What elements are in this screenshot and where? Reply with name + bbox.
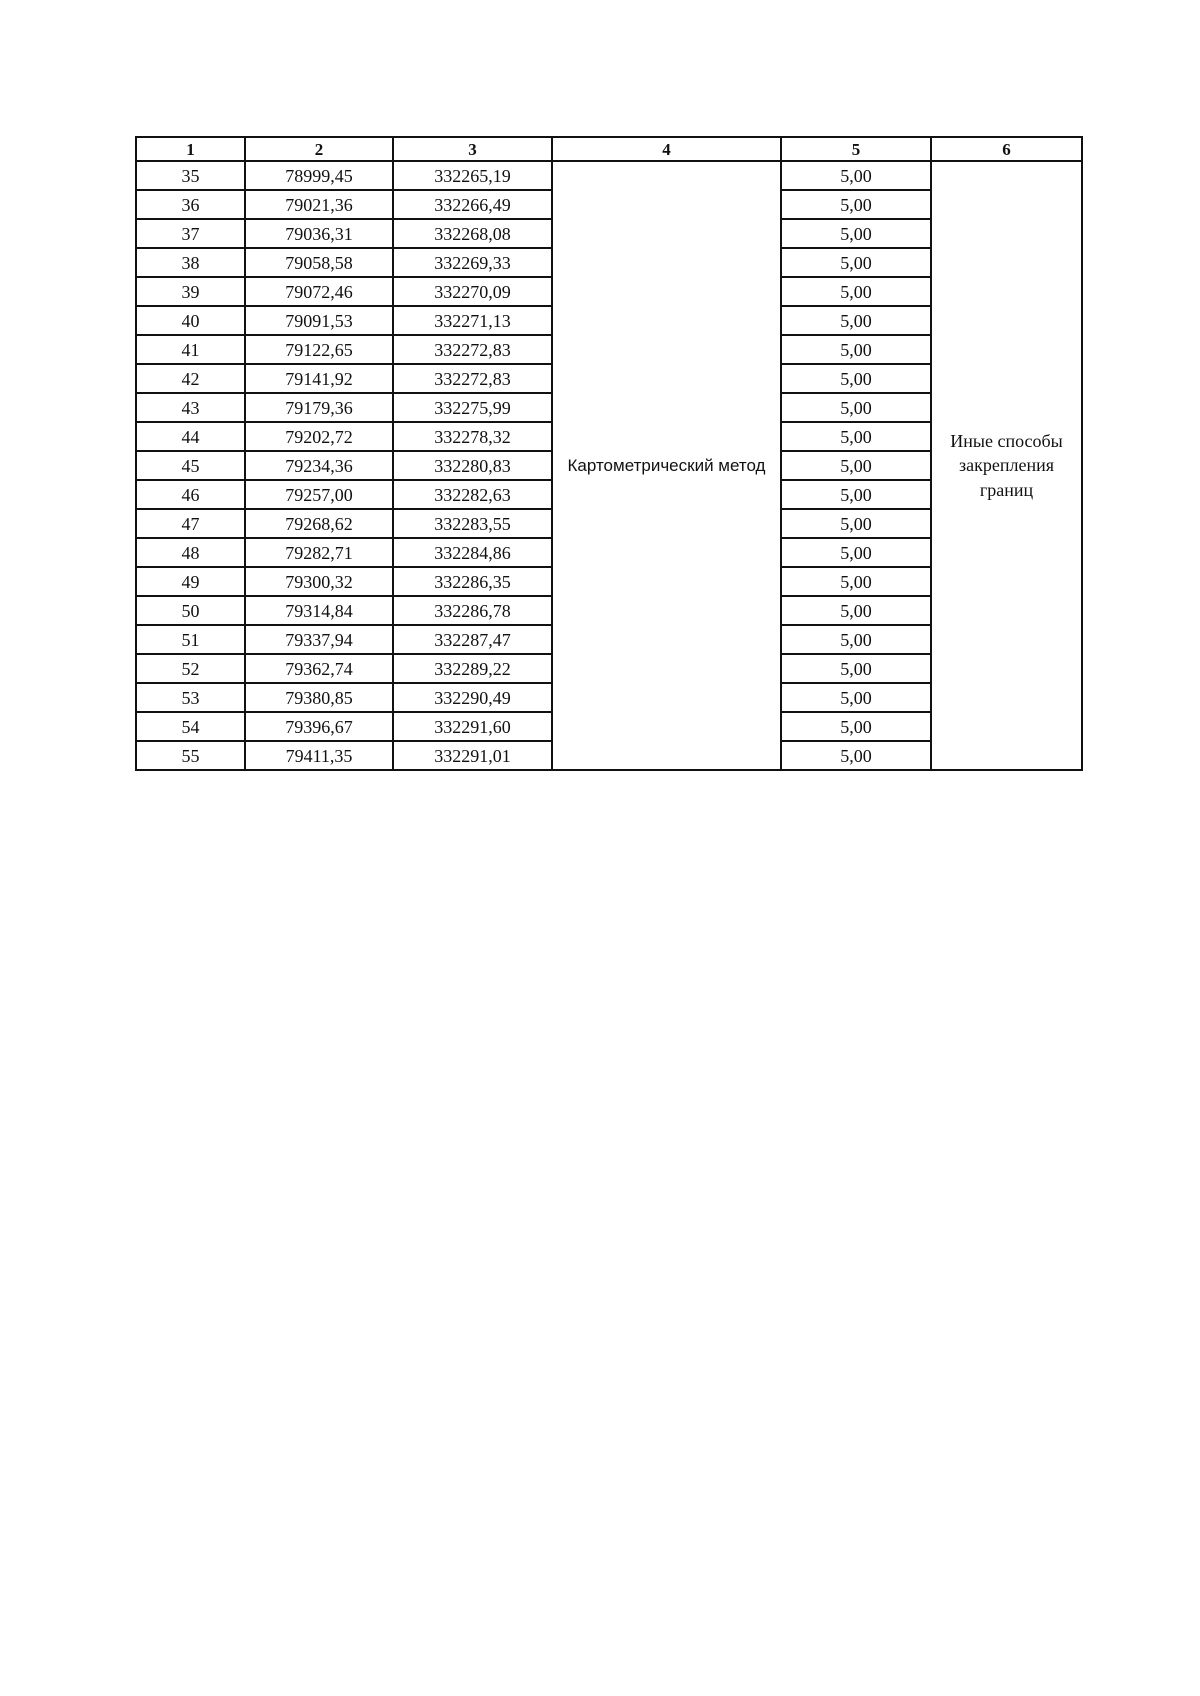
y-coordinate-cell: 332291,60 bbox=[393, 712, 552, 741]
x-coordinate-cell: 79058,58 bbox=[245, 248, 393, 277]
x-coordinate-cell: 79202,72 bbox=[245, 422, 393, 451]
x-coordinate-cell: 79021,36 bbox=[245, 190, 393, 219]
fixing-method-cell bbox=[931, 161, 1082, 770]
y-coordinate-cell: 332283,55 bbox=[393, 509, 552, 538]
y-coordinate-cell: 332265,19 bbox=[393, 161, 552, 190]
x-coordinate-cell: 79036,31 bbox=[245, 219, 393, 248]
y-coordinate-cell: 332284,86 bbox=[393, 538, 552, 567]
y-coordinate-cell: 332272,83 bbox=[393, 364, 552, 393]
point-number-cell: 39 bbox=[136, 277, 245, 306]
fixing-method-line: границ bbox=[979, 479, 1034, 500]
accuracy-cell: 5,00 bbox=[781, 683, 931, 712]
header-col-2: 2 bbox=[245, 137, 393, 161]
y-coordinate-cell: 332266,49 bbox=[393, 190, 552, 219]
accuracy-cell: 5,00 bbox=[781, 364, 931, 393]
point-number-cell: 47 bbox=[136, 509, 245, 538]
x-coordinate-cell: 79380,85 bbox=[245, 683, 393, 712]
y-coordinate-cell: 332291,01 bbox=[393, 741, 552, 770]
point-number-cell: 38 bbox=[136, 248, 245, 277]
accuracy-cell: 5,00 bbox=[781, 538, 931, 567]
y-coordinate-cell: 332282,63 bbox=[393, 480, 552, 509]
y-coordinate-cell: 332268,08 bbox=[393, 219, 552, 248]
point-number-cell: 49 bbox=[136, 567, 245, 596]
header-row bbox=[136, 137, 1082, 161]
x-coordinate-cell: 79411,35 bbox=[245, 741, 393, 770]
y-coordinate-cell: 332280,83 bbox=[393, 451, 552, 480]
fixing-method-line: закрепления bbox=[959, 455, 1054, 476]
accuracy-cell: 5,00 bbox=[781, 277, 931, 306]
accuracy-cell: 5,00 bbox=[781, 625, 931, 654]
point-number-cell: 46 bbox=[136, 480, 245, 509]
point-number-cell: 51 bbox=[136, 625, 245, 654]
point-number-cell: 54 bbox=[136, 712, 245, 741]
x-coordinate-cell: 79091,53 bbox=[245, 306, 393, 335]
y-coordinate-cell: 332286,35 bbox=[393, 567, 552, 596]
x-coordinate-cell: 79179,36 bbox=[245, 393, 393, 422]
accuracy-cell: 5,00 bbox=[781, 161, 931, 190]
y-coordinate-cell: 332286,78 bbox=[393, 596, 552, 625]
fixing-method-line: Иные способы bbox=[950, 431, 1063, 452]
accuracy-cell: 5,00 bbox=[781, 741, 931, 770]
point-number-cell: 44 bbox=[136, 422, 245, 451]
y-coordinate-cell: 332287,47 bbox=[393, 625, 552, 654]
y-coordinate-cell: 332271,13 bbox=[393, 306, 552, 335]
point-number-cell: 48 bbox=[136, 538, 245, 567]
x-coordinate-cell: 79072,46 bbox=[245, 277, 393, 306]
point-number-cell: 53 bbox=[136, 683, 245, 712]
x-coordinate-cell: 79300,32 bbox=[245, 567, 393, 596]
accuracy-cell: 5,00 bbox=[781, 248, 931, 277]
accuracy-cell: 5,00 bbox=[781, 451, 931, 480]
point-number-cell: 40 bbox=[136, 306, 245, 335]
x-coordinate-cell: 79234,36 bbox=[245, 451, 393, 480]
x-coordinate-cell: 79122,65 bbox=[245, 335, 393, 364]
x-coordinate-cell: 79314,84 bbox=[245, 596, 393, 625]
method-cell: Картометрический метод bbox=[552, 161, 781, 770]
accuracy-cell: 5,00 bbox=[781, 335, 931, 364]
point-number-cell: 35 bbox=[136, 161, 245, 190]
accuracy-cell: 5,00 bbox=[781, 712, 931, 741]
x-coordinate-cell: 79396,67 bbox=[245, 712, 393, 741]
point-number-cell: 37 bbox=[136, 219, 245, 248]
header-col-4: 4 bbox=[552, 137, 781, 161]
accuracy-cell: 5,00 bbox=[781, 567, 931, 596]
point-number-cell: 45 bbox=[136, 451, 245, 480]
y-coordinate-cell: 332278,32 bbox=[393, 422, 552, 451]
point-number-cell: 36 bbox=[136, 190, 245, 219]
point-number-cell: 41 bbox=[136, 335, 245, 364]
x-coordinate-cell: 79362,74 bbox=[245, 654, 393, 683]
header-col-3: 3 bbox=[393, 137, 552, 161]
accuracy-cell: 5,00 bbox=[781, 480, 931, 509]
x-coordinate-cell: 79268,62 bbox=[245, 509, 393, 538]
x-coordinate-cell: 79141,92 bbox=[245, 364, 393, 393]
coordinates-table bbox=[135, 136, 1083, 771]
table-body bbox=[136, 161, 1082, 770]
header-col-5: 5 bbox=[781, 137, 931, 161]
accuracy-cell: 5,00 bbox=[781, 393, 931, 422]
point-number-cell: 43 bbox=[136, 393, 245, 422]
table-row bbox=[136, 161, 1082, 190]
point-number-cell: 50 bbox=[136, 596, 245, 625]
y-coordinate-cell: 332269,33 bbox=[393, 248, 552, 277]
accuracy-cell: 5,00 bbox=[781, 509, 931, 538]
accuracy-cell: 5,00 bbox=[781, 596, 931, 625]
y-coordinate-cell: 332272,83 bbox=[393, 335, 552, 364]
y-coordinate-cell: 332275,99 bbox=[393, 393, 552, 422]
accuracy-cell: 5,00 bbox=[781, 190, 931, 219]
x-coordinate-cell: 79337,94 bbox=[245, 625, 393, 654]
header-col-6: 6 bbox=[931, 137, 1082, 161]
y-coordinate-cell: 332290,49 bbox=[393, 683, 552, 712]
y-coordinate-cell: 332289,22 bbox=[393, 654, 552, 683]
x-coordinate-cell: 79282,71 bbox=[245, 538, 393, 567]
x-coordinate-cell: 79257,00 bbox=[245, 480, 393, 509]
accuracy-cell: 5,00 bbox=[781, 422, 931, 451]
point-number-cell: 55 bbox=[136, 741, 245, 770]
document-page bbox=[135, 136, 1081, 771]
accuracy-cell: 5,00 bbox=[781, 654, 931, 683]
x-coordinate-cell: 78999,45 bbox=[245, 161, 393, 190]
accuracy-cell: 5,00 bbox=[781, 306, 931, 335]
accuracy-cell: 5,00 bbox=[781, 219, 931, 248]
y-coordinate-cell: 332270,09 bbox=[393, 277, 552, 306]
header-col-1: 1 bbox=[136, 137, 245, 161]
point-number-cell: 52 bbox=[136, 654, 245, 683]
point-number-cell: 42 bbox=[136, 364, 245, 393]
